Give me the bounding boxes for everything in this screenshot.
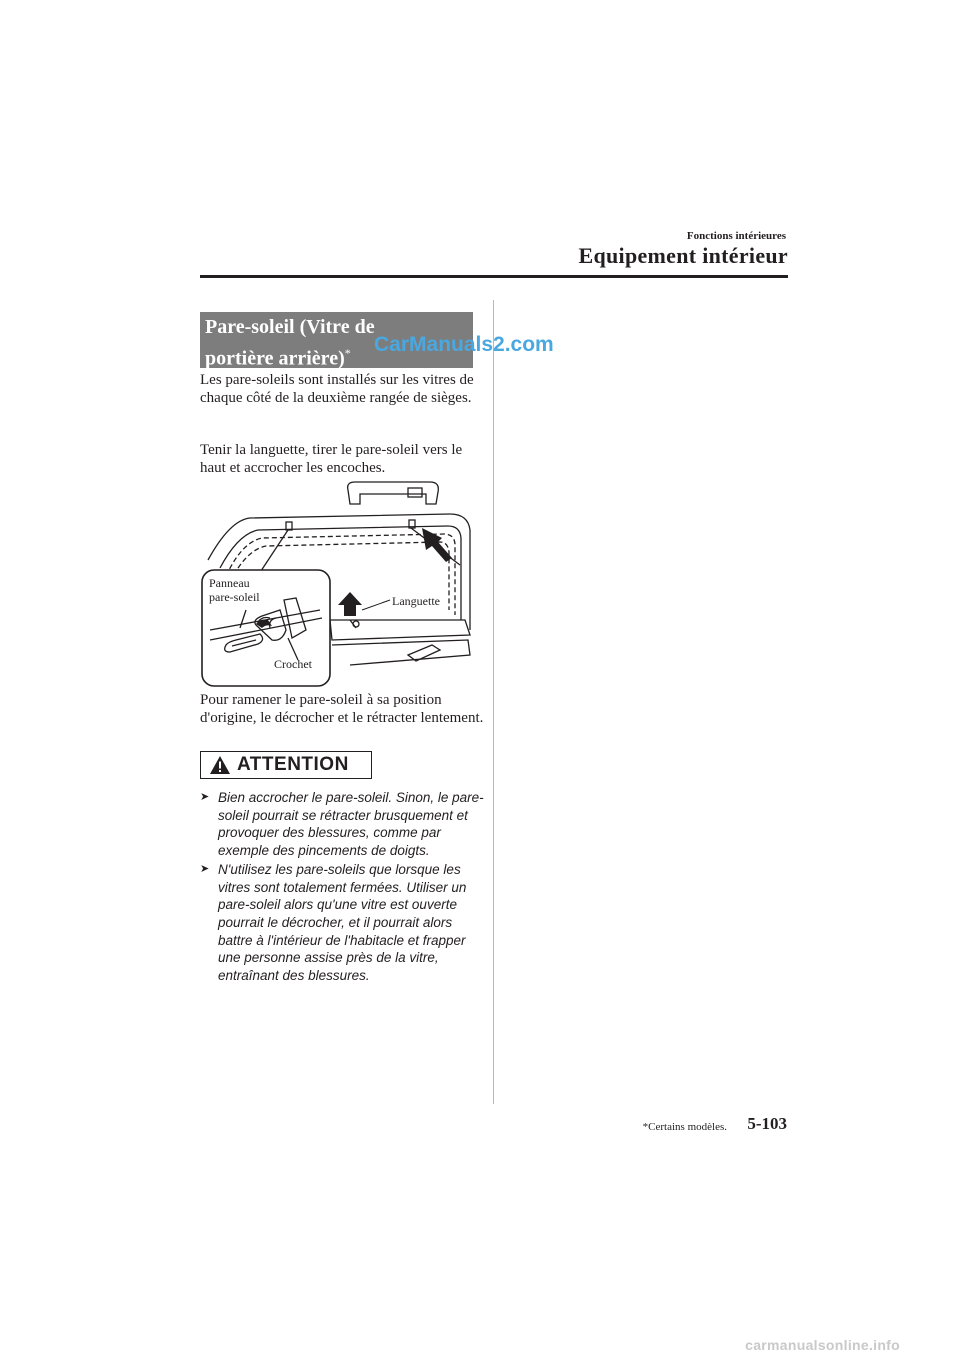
label-sunshade-panel-line1: Panneau [209,576,250,590]
footer-watermark: carmanualsonline.info [745,1337,900,1353]
paragraph-intro: Les pare-soleils sont installés sur les vitres de chaque côté de la deuxième rangée de sièges. [200,372,474,406]
warning-triangle-icon [209,755,231,775]
site-watermark: CarManuals2.com [374,333,554,356]
section-heading-line2: portière arrière) [205,347,345,370]
attention-label: ATTENTION [237,754,349,775]
bullet-arrow-icon: ➤ [200,791,210,803]
label-hook: Crochet [274,657,312,671]
bullet-arrow-icon: ➤ [200,862,210,875]
list-item: ➤ N'utilisez les pare-soleils que lorsque les vitres sont totalement fermées. Utiliser un pare-soleil alors qu'une vitre est ouverte pourrait le décrocher, et il pourrait alors battre à l'intérieur de l'habitacle et frapper une personne assise près de la vitre, entraînant des blessures. [200,861,467,984]
label-tab: Languette [392,594,440,608]
list-item: ➤ Bien accrocher le pare-soleil. Sinon, le pare-soleil pourrait se rétracter brusquement et provoquer des blessures, comme par exemple des pincements de doigts. [200,790,484,859]
running-header-section: Fonctions intérieures [686,230,786,242]
optional-equipment-mark: * [344,346,351,360]
paragraph-retract: Pour ramener le pare-soleil à sa position d'origine, le décrocher et le rétracter lentement. [200,692,484,726]
paragraph-instruction: Tenir la languette, tirer le pare-soleil vers le haut et accrocher les encoches. [200,442,463,476]
footnote: *Certains modèles. [642,1121,727,1133]
running-header-title: Equipement intérieur [578,243,788,268]
header-rule [200,275,788,278]
attention-header [200,751,372,779]
label-sunshade-panel-line2: pare-soleil [209,590,260,604]
page-number: 5-103 [747,1114,787,1133]
section-heading-line1: Pare-soleil (Vitre de [205,316,375,338]
sunshade-figure [200,480,492,690]
column-divider [493,300,494,1104]
attention-list [200,789,490,986]
